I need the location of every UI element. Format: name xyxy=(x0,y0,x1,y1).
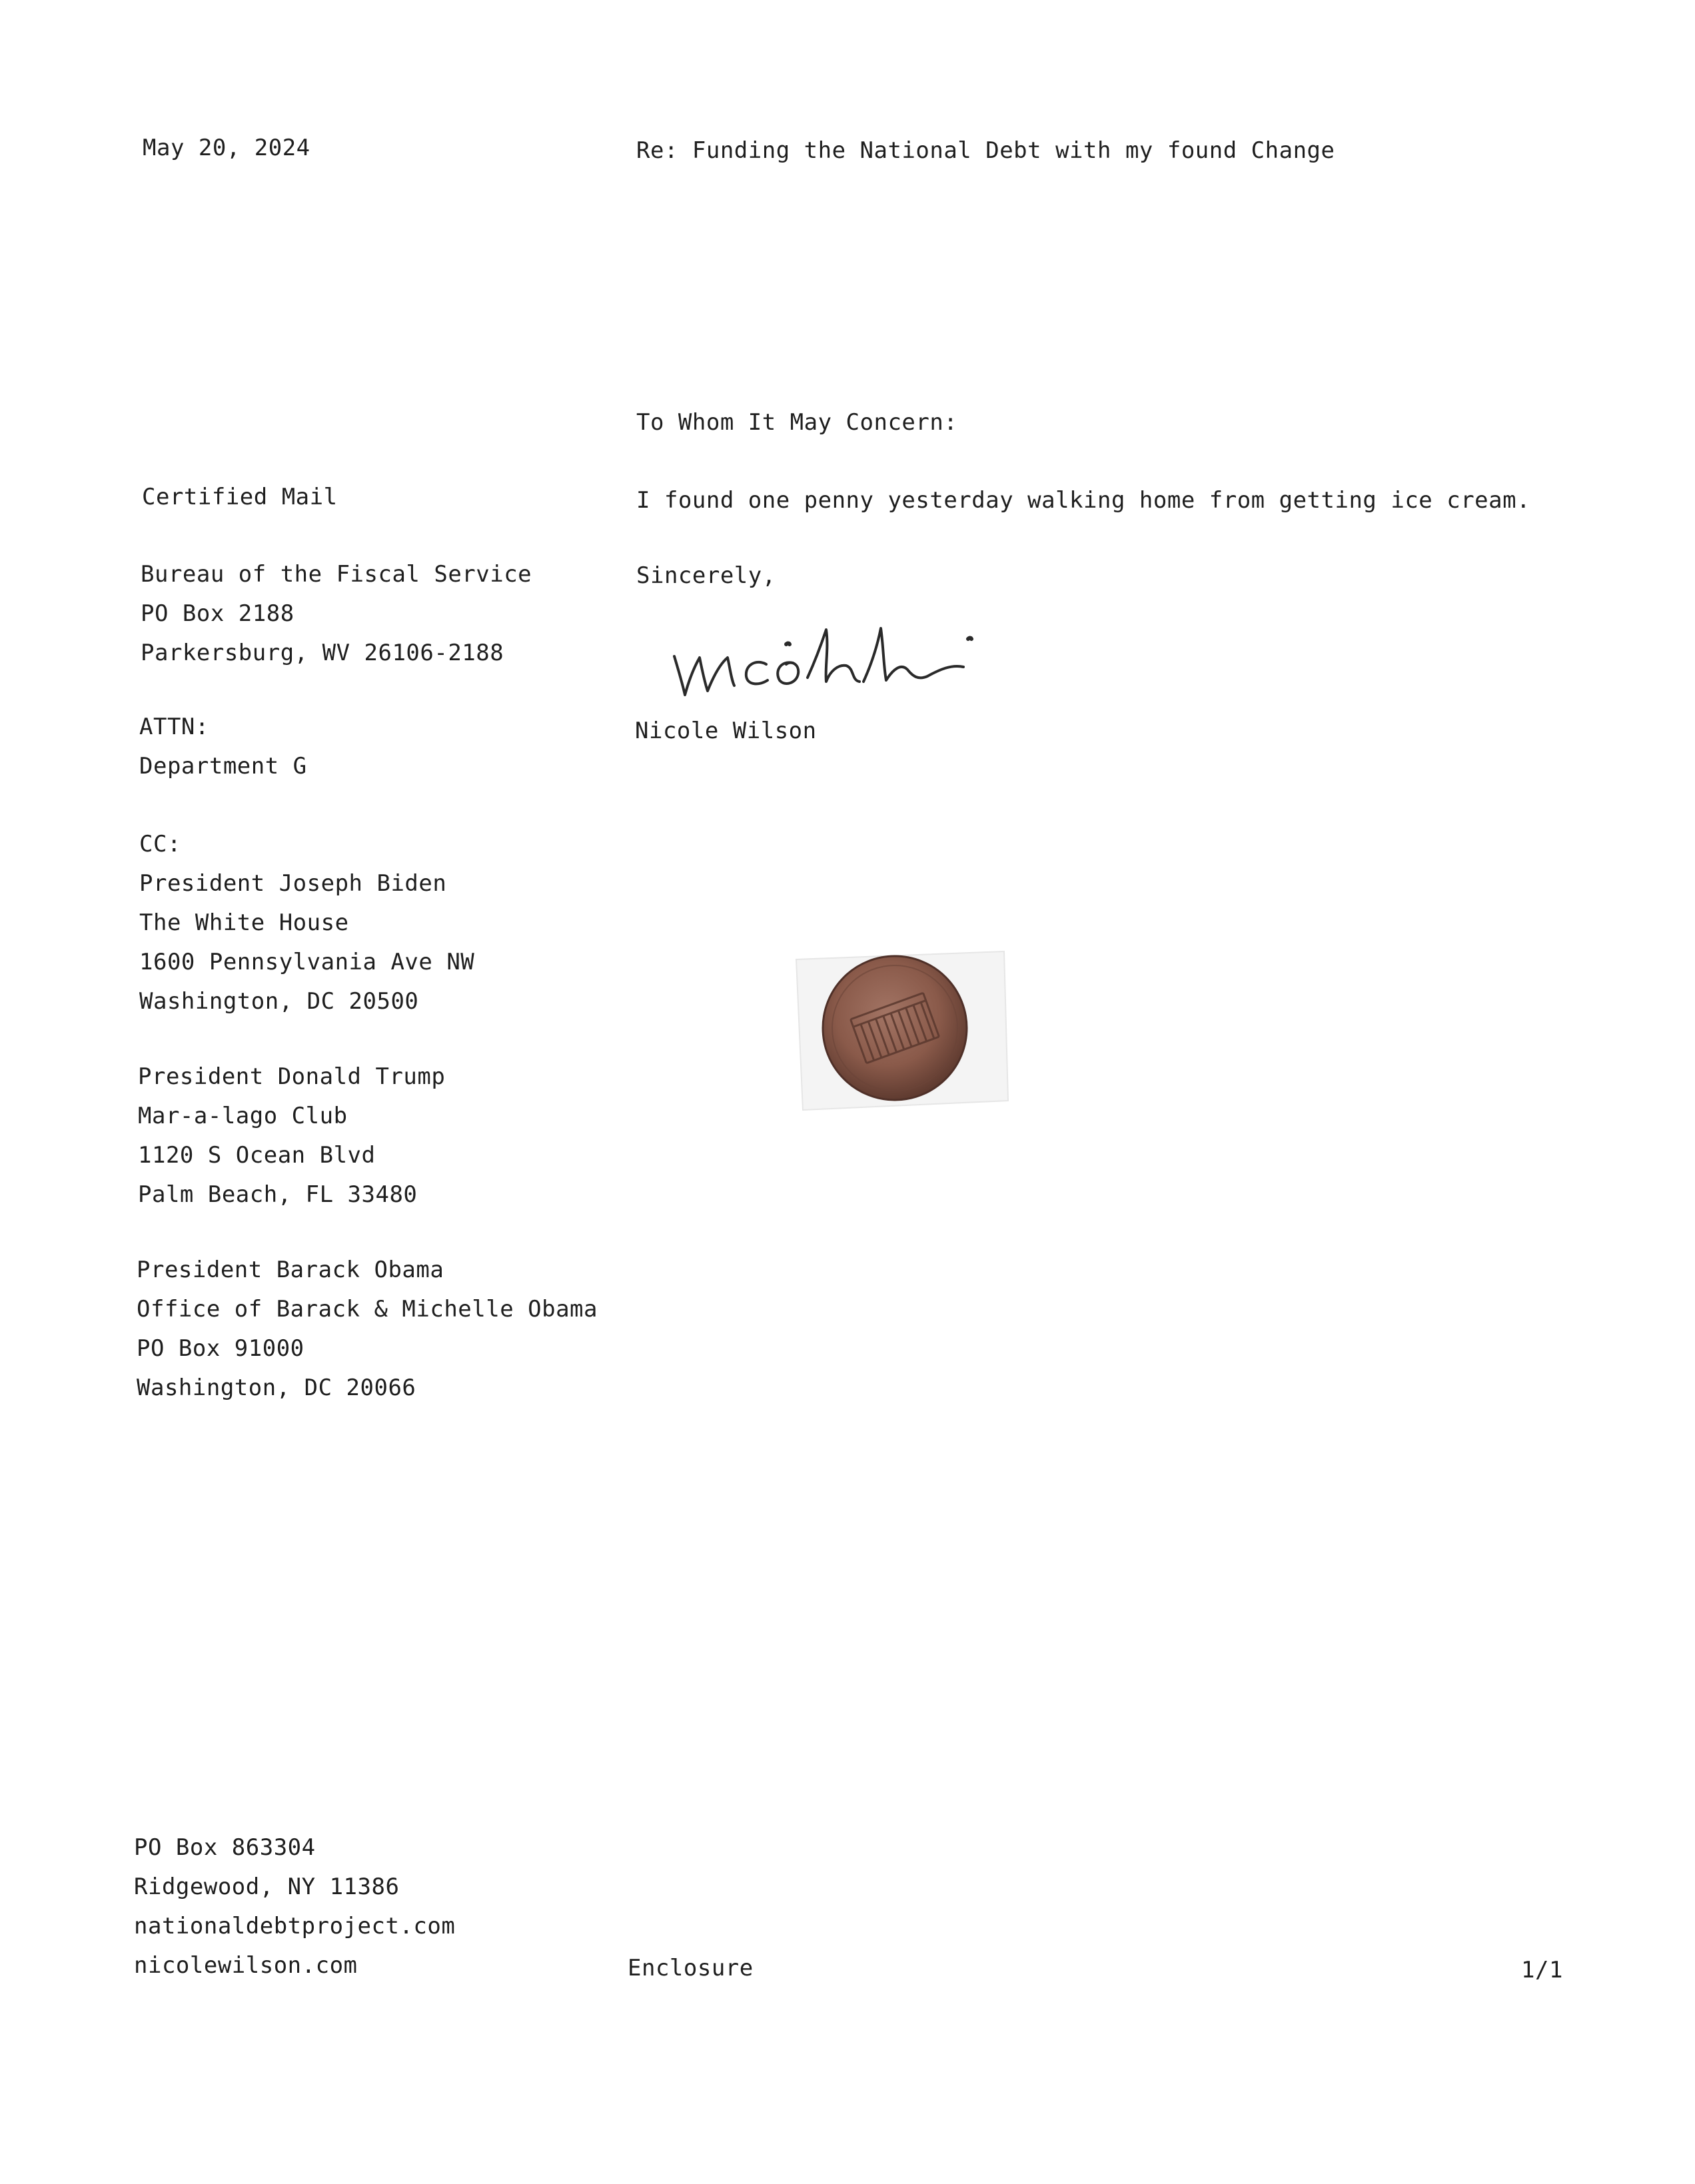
cc-line: Washington, DC 20066 xyxy=(137,1374,416,1401)
recipient-line: Parkersburg, WV 26106-2188 xyxy=(141,640,504,666)
footer-website: nationaldebtproject.com xyxy=(134,1913,456,1939)
attn-label: ATTN: xyxy=(139,714,209,740)
cc-line: Mar-a-lago Club xyxy=(138,1103,348,1129)
cc-line: Office of Barack & Michelle Obama xyxy=(137,1296,598,1323)
certified-mail-text: Certified Mail xyxy=(142,484,338,510)
attention-block xyxy=(139,708,307,786)
closing: Sincerely, xyxy=(636,562,776,589)
recipient-line: Bureau of the Fiscal Service xyxy=(141,561,532,588)
cc-address-biden xyxy=(139,864,474,1021)
certified-mail-label xyxy=(142,478,338,517)
enclosure-note: Enclosure xyxy=(628,1955,754,1981)
cc-line: The White House xyxy=(139,909,349,936)
attn-value: Department G xyxy=(139,753,307,780)
salutation: To Whom It May Concern: xyxy=(636,409,958,436)
letter-date: May 20, 2024 xyxy=(143,135,310,161)
cc-label: CC: xyxy=(139,831,181,857)
footer-city: Ridgewood, NY 11386 xyxy=(134,1874,400,1900)
footer-po-box: PO Box 863304 xyxy=(134,1834,316,1861)
signer-name: Nicole Wilson xyxy=(635,718,817,744)
recipient-line: PO Box 2188 xyxy=(141,600,294,627)
letter-subject: Re: Funding the National Debt with my found Change xyxy=(636,137,1335,164)
footer-website: nicolewilson.com xyxy=(134,1952,358,1979)
penny-enclosure-image xyxy=(790,946,1009,1113)
page-number: 1/1 xyxy=(1521,1957,1563,1983)
cc-line: President Donald Trump xyxy=(138,1063,446,1090)
cc-line: 1120 S Ocean Blvd xyxy=(138,1142,376,1169)
cc-line: Washington, DC 20500 xyxy=(139,988,419,1015)
letter-body: I found one penny yesterday walking home from getting ice cream. xyxy=(636,487,1531,514)
cc-line: President Joseph Biden xyxy=(139,870,447,897)
cc-address-trump xyxy=(138,1057,445,1215)
cc-address-obama xyxy=(137,1251,598,1408)
sender-footer xyxy=(134,1828,455,1985)
cc-line: President Barack Obama xyxy=(137,1257,444,1283)
recipient-address xyxy=(141,555,532,673)
cc-line: 1600 Pennsylvania Ave NW xyxy=(139,949,475,975)
handwritten-signature xyxy=(666,616,1013,710)
cc-line: Palm Beach, FL 33480 xyxy=(138,1181,418,1208)
cc-label-block xyxy=(139,825,181,864)
cc-line: PO Box 91000 xyxy=(137,1335,304,1362)
